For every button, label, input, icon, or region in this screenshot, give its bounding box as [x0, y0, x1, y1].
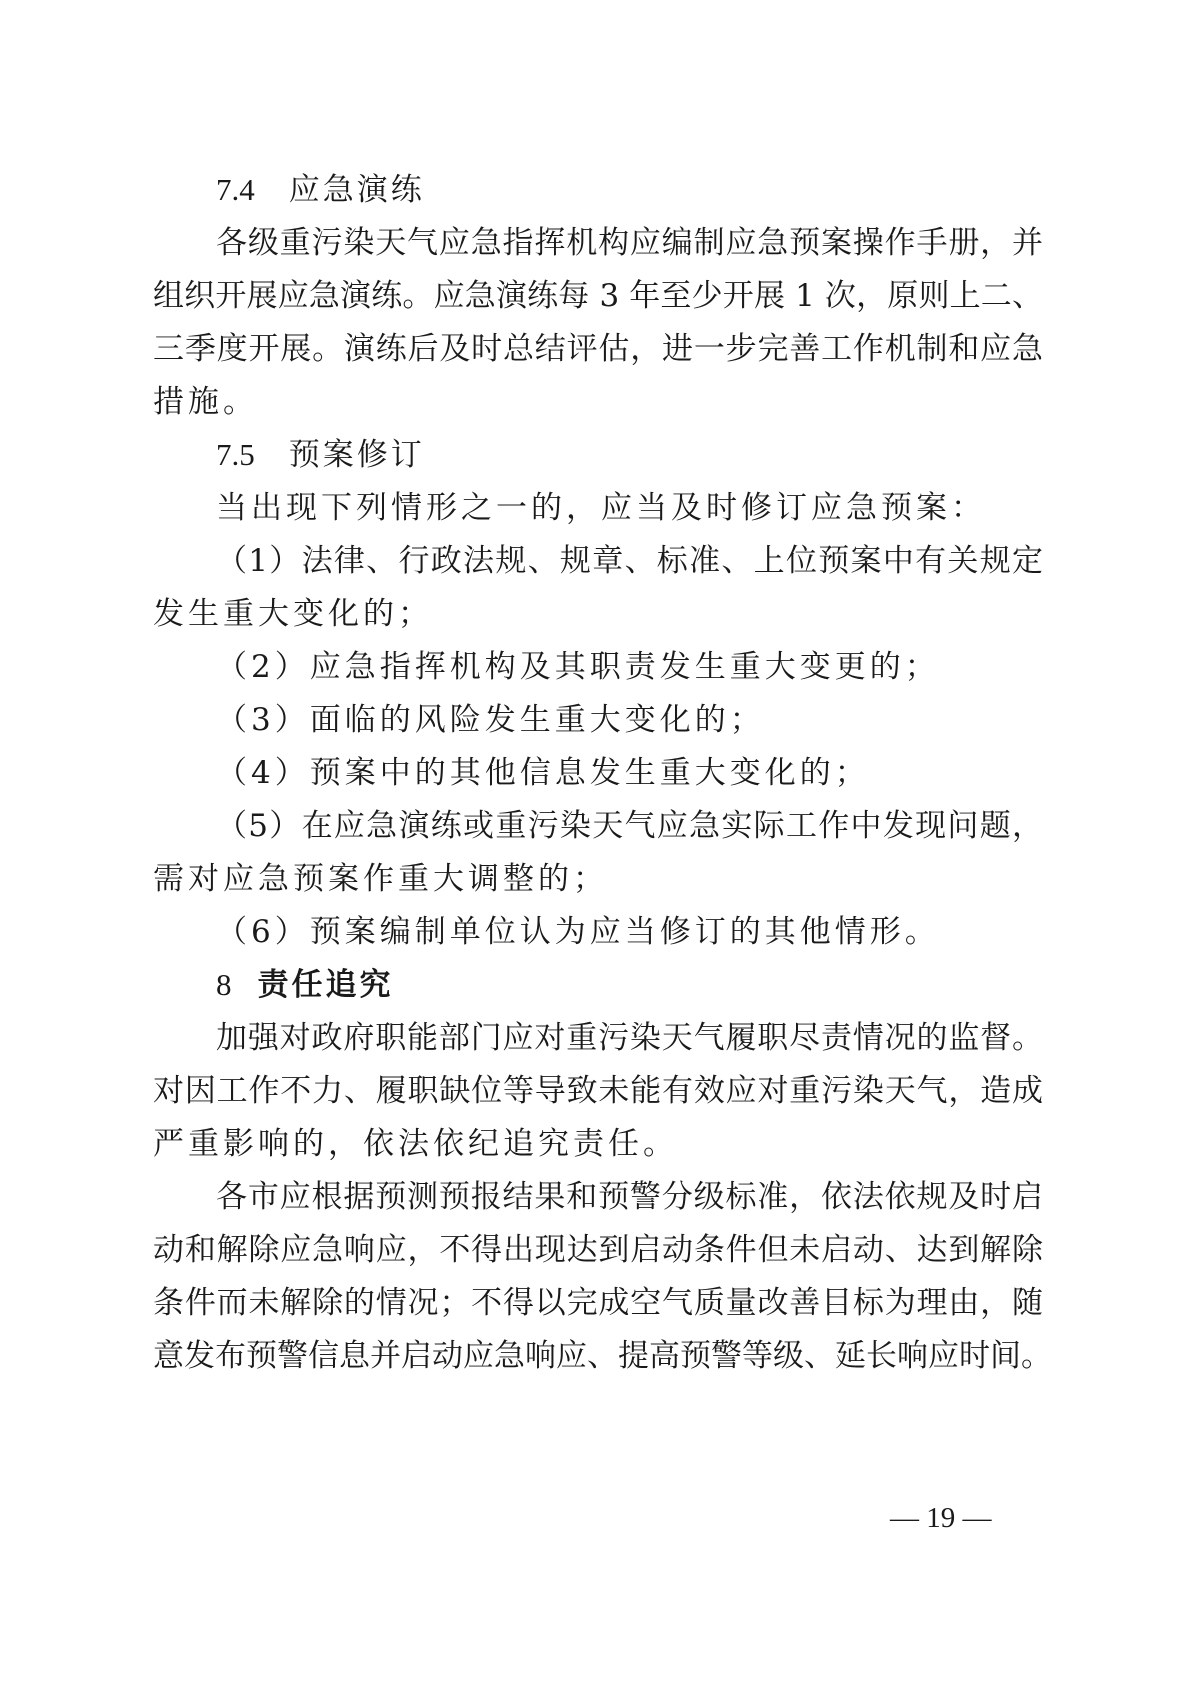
list-item-line: （1）法律、行政法规、规章、标准、上位预案中有关规定	[216, 543, 1043, 579]
section-number: 7.5	[216, 437, 255, 472]
paragraph-line: 意发布预警信息并启动应急响应、提高预警等级、延长响应时间。	[153, 1338, 1052, 1374]
paragraph-line: 当出现下列情形之一的，应当及时修订应急预案：	[216, 490, 986, 526]
paragraph-line: 组织开展应急演练。应急演练每 3 年至少开展 1 次，原则上二、	[153, 278, 1043, 314]
list-item-line: （5）在应急演练或重污染天气应急实际工作中发现问题，	[216, 808, 1043, 844]
section-number: 7.4	[216, 172, 255, 207]
list-item-line: （4）预案中的其他信息发生重大变化的；	[216, 755, 870, 791]
paragraph-line: 三季度开展。演练后及时总结评估，进一步完善工作机制和应急	[153, 331, 1043, 367]
paragraph-line: 动和解除应急响应，不得出现达到启动条件但未启动、达到解除	[153, 1232, 1043, 1268]
page-number: — 19 —	[890, 1502, 992, 1534]
section-title: 应急演练	[288, 172, 425, 208]
section-heading-7-5	[216, 435, 1106, 475]
section-heading-7-4	[216, 170, 1106, 210]
section-title: 责任追究	[257, 967, 394, 1003]
section-number: 8	[216, 967, 232, 1002]
paragraph-line: 各级重污染天气应急指挥机构应编制应急预案操作手册，并	[216, 225, 1043, 261]
list-item-line: （2）应急指挥机构及其职责发生重大变更的；	[216, 649, 940, 685]
paragraph-line: 各市应根据预测预报结果和预警分级标准，依法依规及时启	[216, 1179, 1043, 1215]
list-item-line: （3）面临的风险发生重大变化的；	[216, 702, 765, 738]
list-item-line: 发生重大变化的；	[153, 596, 433, 632]
section-title: 预案修订	[288, 437, 425, 473]
list-item-line: （6）预案编制单位认为应当修订的其他情形。	[216, 914, 940, 950]
paragraph-line: 措施。	[153, 384, 258, 420]
section-heading-8	[216, 965, 1106, 1005]
paragraph-line: 严重影响的，依法依纪追究责任。	[153, 1126, 678, 1162]
paragraph-line: 对因工作不力、履职缺位等导致未能有效应对重污染天气，造成	[153, 1073, 1043, 1109]
paragraph-line: 条件而未解除的情况；不得以完成空气质量改善目标为理由，随	[153, 1285, 1043, 1321]
list-item-line: 需对应急预案作重大调整的；	[153, 861, 608, 897]
paragraph-line: 加强对政府职能部门应对重污染天气履职尽责情况的监督。	[216, 1020, 1043, 1056]
